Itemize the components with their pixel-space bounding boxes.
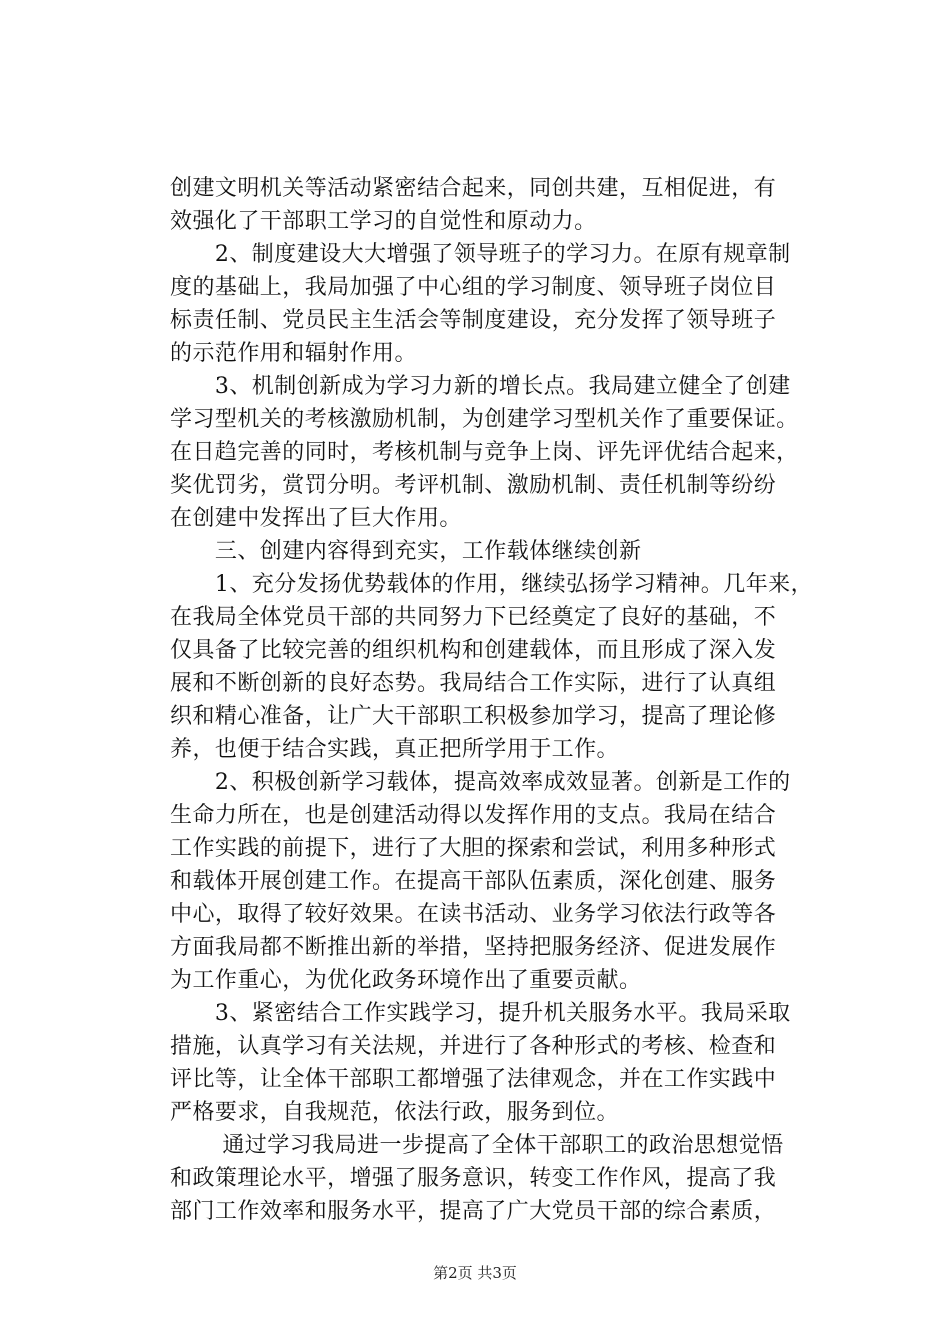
text-line: 工作实践的前提下，进行了大胆的探索和尝试，利用多种形式 xyxy=(170,836,777,861)
text-line: 严格要求，自我规范，依法行政，服务到位。 xyxy=(170,1100,620,1125)
text-line: 中心，取得了较好效果。在读书活动、业务学习依法行政等各 xyxy=(170,902,777,927)
text-line: 部门工作效率和服务水平，提高了广大党员干部的综合素质， xyxy=(170,1199,777,1224)
text-line: 仅具备了比较完善的组织机构和创建载体，而且形成了深入发 xyxy=(170,638,777,663)
text-line: 1、充分发扬优势载体的作用，继续弘扬学习精神。几年来， xyxy=(170,572,814,597)
text-line: 评比等，让全体干部职工都增强了法律观念，并在工作实践中 xyxy=(170,1067,777,1092)
text-line: 2、积极创新学习载体，提高效率成效显著。创新是工作的 xyxy=(170,770,791,795)
text-line: 的示范作用和辐射作用。 xyxy=(170,341,417,366)
text-line: 3、紧密结合工作实践学习，提升机关服务水平。我局采取 xyxy=(170,1001,791,1026)
text-line: 在创建中发挥出了巨大作用。 xyxy=(170,506,462,531)
text-line: 展和不断创新的良好态势。我局结合工作实际，进行了认真组 xyxy=(170,671,777,696)
text-line: 创建文明机关等活动紧密结合起来，同创共建，互相促进，有 xyxy=(170,176,777,201)
text-line: 2、制度建设大大增强了领导班子的学习力。在原有规章制 xyxy=(170,242,791,267)
page-number-footer: 第2页 共3页 xyxy=(433,1264,517,1282)
body-text xyxy=(170,172,830,1228)
text-line: 为工作重心，为优化政务环境作出了重要贡献。 xyxy=(170,968,642,993)
text-line: 在日趋完善的同时，考核机制与竞争上岗、评先评优结合起来， xyxy=(170,440,799,465)
text-line: 和政策理论水平，增强了服务意识，转变工作作风，提高了我 xyxy=(170,1166,777,1191)
text-line: 生命力所在，也是创建活动得以发挥作用的支点。我局在结合 xyxy=(170,803,777,828)
text-line: 度的基础上，我局加强了中心组的学习制度、领导班子岗位目 xyxy=(170,275,777,300)
text-line: 学习型机关的考核激励机制，为创建学习型机关作了重要保证。 xyxy=(170,407,799,432)
text-line: 3、机制创新成为学习力新的增长点。我局建立健全了创建 xyxy=(170,374,791,399)
text-line: 通过学习我局进一步提高了全体干部职工的政治思想觉悟 xyxy=(170,1133,784,1158)
text-line: 在我局全体党员干部的共同努力下已经奠定了良好的基础，不 xyxy=(170,605,777,630)
text-line: 措施，认真学习有关法规，并进行了各种形式的考核、检查和 xyxy=(170,1034,777,1059)
text-line: 和载体开展创建工作。在提高干部队伍素质，深化创建、服务 xyxy=(170,869,777,894)
text-line: 方面我局都不断推出新的举措，坚持把服务经济、促进发展作 xyxy=(170,935,777,960)
text-line: 奖优罚劣，赏罚分明。考评机制、激励机制、责任机制等纷纷 xyxy=(170,473,777,498)
text-line: 标责任制、党员民主生活会等制度建设，充分发挥了领导班子 xyxy=(170,308,777,333)
text-line: 效强化了干部职工学习的自觉性和原动力。 xyxy=(170,209,597,234)
text-line: 养，也便于结合实践，真正把所学用于工作。 xyxy=(170,737,620,762)
text-line: 织和精心准备，让广大干部职工积极参加学习，提高了理论修 xyxy=(170,704,777,729)
section-heading: 三、创建内容得到充实，工作载体继续创新 xyxy=(170,539,642,564)
